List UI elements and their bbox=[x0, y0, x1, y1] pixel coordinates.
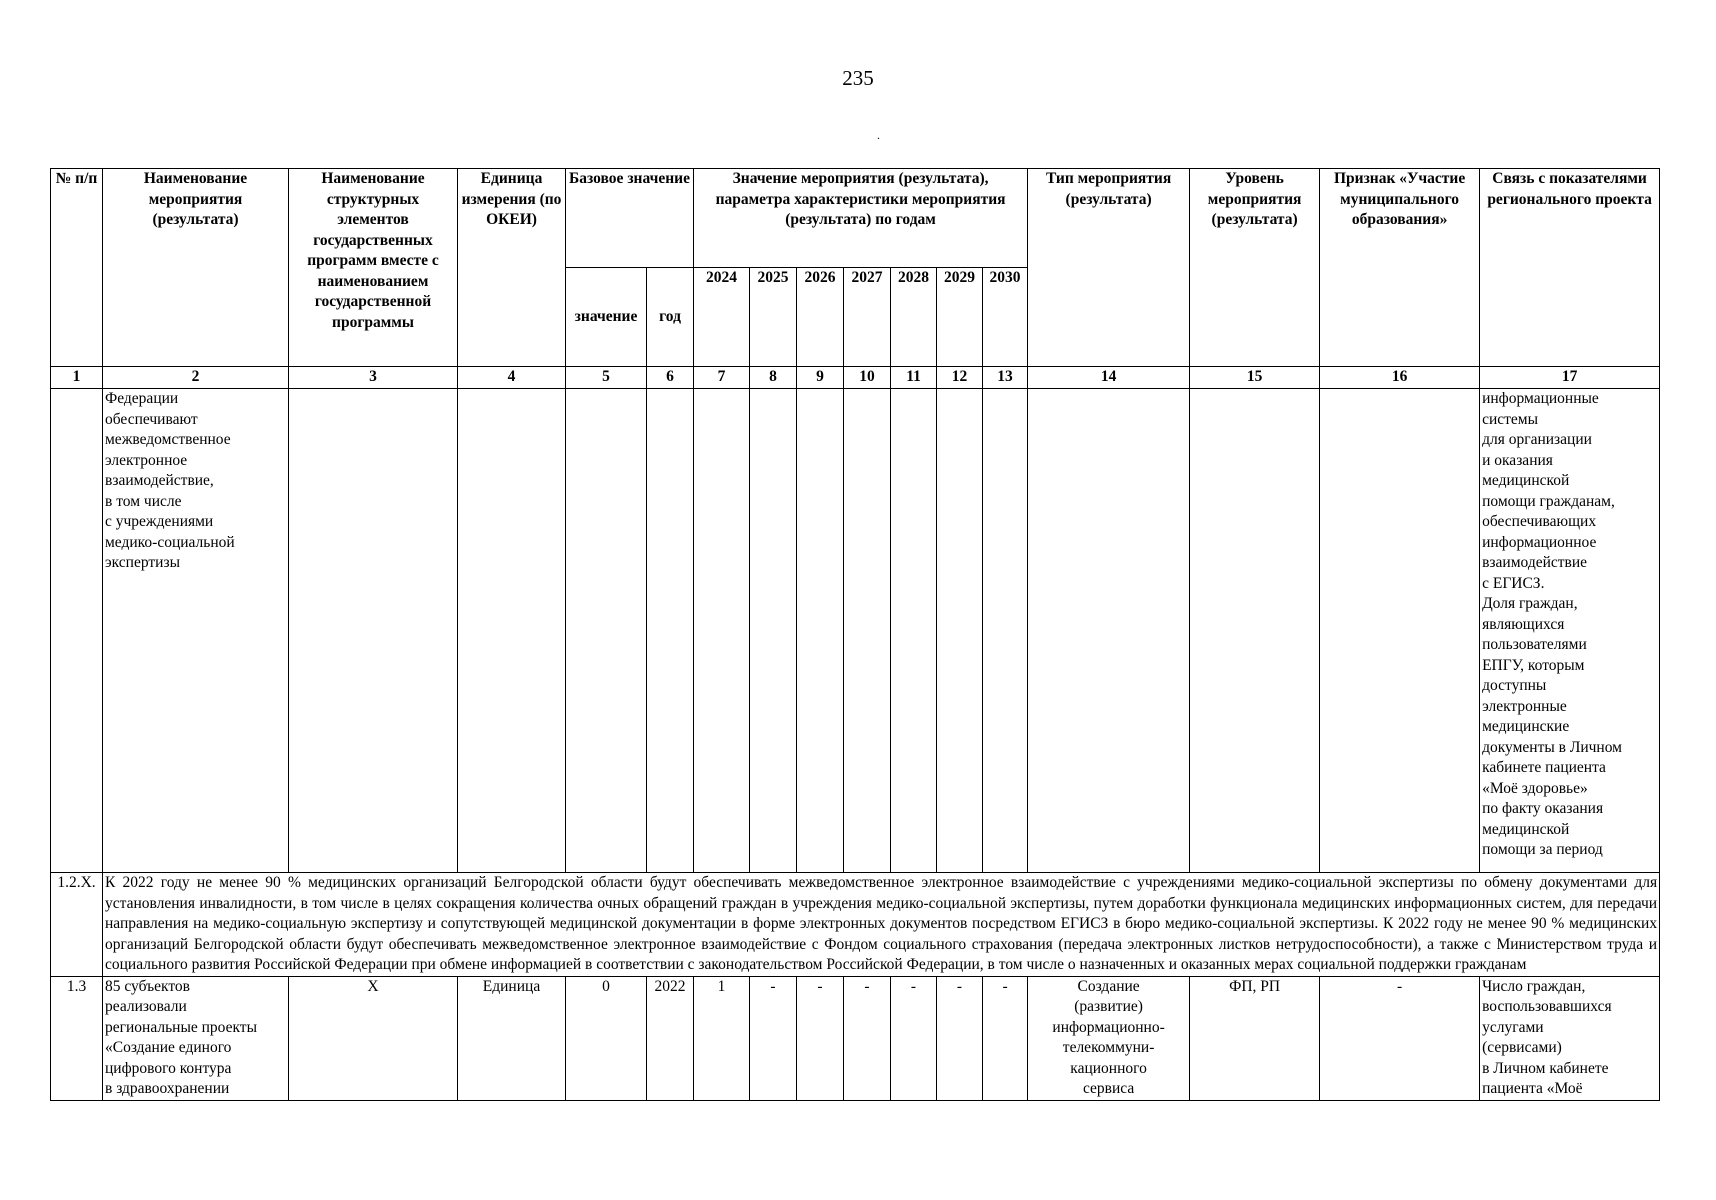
column-number: 13 bbox=[983, 367, 1028, 389]
column-number: 2 bbox=[103, 367, 289, 389]
header-year: 2027 bbox=[844, 268, 891, 367]
cell-regional-link: информационные системы для организации и оказания медицинской помощи гражданам, обеспечивающих информационное взаимодействие с ЕГИСЗ. Доля граждан, являющихся пользователями ЕПГУ, которым доступны электронные медицинские документы в Личном кабинете пациента «Моё здоровье» по факту оказания медицинской помощи за период bbox=[1480, 389, 1660, 873]
cell-year-value: - bbox=[844, 976, 891, 1100]
cell-empty bbox=[1190, 389, 1320, 873]
cell-measure-level: ФП, РП bbox=[1190, 976, 1320, 1100]
measures-table bbox=[50, 168, 1660, 1101]
column-number: 12 bbox=[937, 367, 983, 389]
cell-empty bbox=[797, 389, 844, 873]
header-year: 2024 bbox=[694, 268, 750, 367]
column-number: 10 bbox=[844, 367, 891, 389]
header-year: 2025 bbox=[750, 268, 797, 367]
column-number: 16 bbox=[1320, 367, 1480, 389]
table-row-1-3 bbox=[51, 976, 1660, 1100]
cell-empty bbox=[647, 389, 694, 873]
header-col-regional-link: Связь с показателями регионального проекта bbox=[1480, 169, 1660, 367]
header-year: 2029 bbox=[937, 268, 983, 367]
table-row-continued bbox=[51, 389, 1660, 873]
cell-empty bbox=[1028, 389, 1190, 873]
table-row-1-2-x bbox=[51, 873, 1660, 977]
cell-empty bbox=[891, 389, 937, 873]
cell-year-value: - bbox=[891, 976, 937, 1100]
column-number: 1 bbox=[51, 367, 103, 389]
cell-number: 1.3 bbox=[51, 976, 103, 1100]
cell-base-year: 2022 bbox=[647, 976, 694, 1100]
cell-base-value: 0 bbox=[566, 976, 647, 1100]
header-year: 2030 bbox=[983, 268, 1028, 367]
header-col-values-by-year: Значение мероприятия (результата), параметра характеристики мероприятия (результата) по годам bbox=[694, 169, 1028, 268]
header-col-base-value: Базовое значение bbox=[566, 169, 694, 268]
page-number: 235 bbox=[842, 66, 874, 90]
cell-measure-description: К 2022 году не менее 90 % медицинских организаций Белгородской области будут обеспечивать межведомственное электронное взаимодействие с учреждениями медико-социальной экспертизы по обмену документами для установления инвалидности, в том числе в целях сокращения количества очных обращений граждан в учреждения медико-социальной экспертизы, путем доработки функционала медицинских информационных систем, для передачи направления на медико-социальную экспертизу и сопутствующей медицинской документации в форме электронных документов посредством ЕГИСЗ в бюро медико-социальной экспертизы. К 2022 году не менее 90 % медицинских организаций Белгородской области будут обеспечивать межведомственное электронное взаимодействие с Фондом социального страхования (передача электронных листков нетрудоспособности), а также с Министерством труда и социального развития Российской Федерации при обмене информацией в соответствии с законодательством Российской Федерации, в том числе о назначенных и оказанных мерах социальной поддержки гражданам bbox=[103, 873, 1660, 977]
header-base-year: год bbox=[647, 268, 694, 367]
cell-unit: Единица bbox=[458, 976, 566, 1100]
cell-year-value: - bbox=[797, 976, 844, 1100]
cell-empty bbox=[844, 389, 891, 873]
column-number: 4 bbox=[458, 367, 566, 389]
header-col-measure-level: Уровень мероприятия (результата) bbox=[1190, 169, 1320, 367]
column-number: 6 bbox=[647, 367, 694, 389]
cell-number bbox=[51, 389, 103, 873]
cell-empty bbox=[983, 389, 1028, 873]
column-number: 11 bbox=[891, 367, 937, 389]
cell-empty bbox=[566, 389, 647, 873]
cell-empty bbox=[750, 389, 797, 873]
column-number: 14 bbox=[1028, 367, 1190, 389]
header-year: 2028 bbox=[891, 268, 937, 367]
cell-structural-elements: X bbox=[289, 976, 458, 1100]
cell-measure-name: Федерации обеспечивают межведомственное электронное взаимодействие, в том числе с учреждениями медико-социальной экспертизы bbox=[103, 389, 289, 873]
cell-number: 1.2.X. bbox=[51, 873, 103, 977]
header-col-measure-type: Тип мероприятия (результата) bbox=[1028, 169, 1190, 367]
column-number: 3 bbox=[289, 367, 458, 389]
cell-empty bbox=[458, 389, 566, 873]
header-col-measure-name: Наименование мероприятия (результата) bbox=[103, 169, 289, 367]
cell-measure-type: Создание (развитие) информационно- телекоммуни- кационного сервиса bbox=[1028, 976, 1190, 1100]
header-base-value: значение bbox=[566, 268, 647, 367]
header-col-unit: Единица измерения (по ОКЕИ) bbox=[458, 169, 566, 367]
column-number: 9 bbox=[797, 367, 844, 389]
header-row-top bbox=[51, 169, 1660, 268]
cell-year-value: - bbox=[750, 976, 797, 1100]
header-col-structural-elements: Наименование структурных элементов государственных программ вместе с наименованием государственной программы bbox=[289, 169, 458, 367]
cell-year-value: - bbox=[983, 976, 1028, 1100]
column-number: 17 bbox=[1480, 367, 1660, 389]
cell-empty bbox=[1320, 389, 1480, 873]
cell-year-value: 1 bbox=[694, 976, 750, 1100]
header-year: 2026 bbox=[797, 268, 844, 367]
cell-measure-name: 85 субъектов реализовали региональные проекты «Создание единого цифрового контура в здравоохранении bbox=[103, 976, 289, 1100]
cell-year-value: - bbox=[937, 976, 983, 1100]
cell-empty bbox=[289, 389, 458, 873]
cell-regional-link: Число граждан, воспользовавшихся услугами (сервисами) в Личном кабинете пациента «Моё bbox=[1480, 976, 1660, 1100]
column-numbers-row bbox=[51, 367, 1660, 389]
column-number: 8 bbox=[750, 367, 797, 389]
header-col-number: № п/п bbox=[51, 169, 103, 367]
cell-empty bbox=[694, 389, 750, 873]
header-col-municipal-participation: Признак «Участие муниципального образования» bbox=[1320, 169, 1480, 367]
column-number: 15 bbox=[1190, 367, 1320, 389]
cell-empty bbox=[937, 389, 983, 873]
stray-dot: . bbox=[877, 128, 880, 142]
column-number: 5 bbox=[566, 367, 647, 389]
column-number: 7 bbox=[694, 367, 750, 389]
cell-municipal-participation: - bbox=[1320, 976, 1480, 1100]
